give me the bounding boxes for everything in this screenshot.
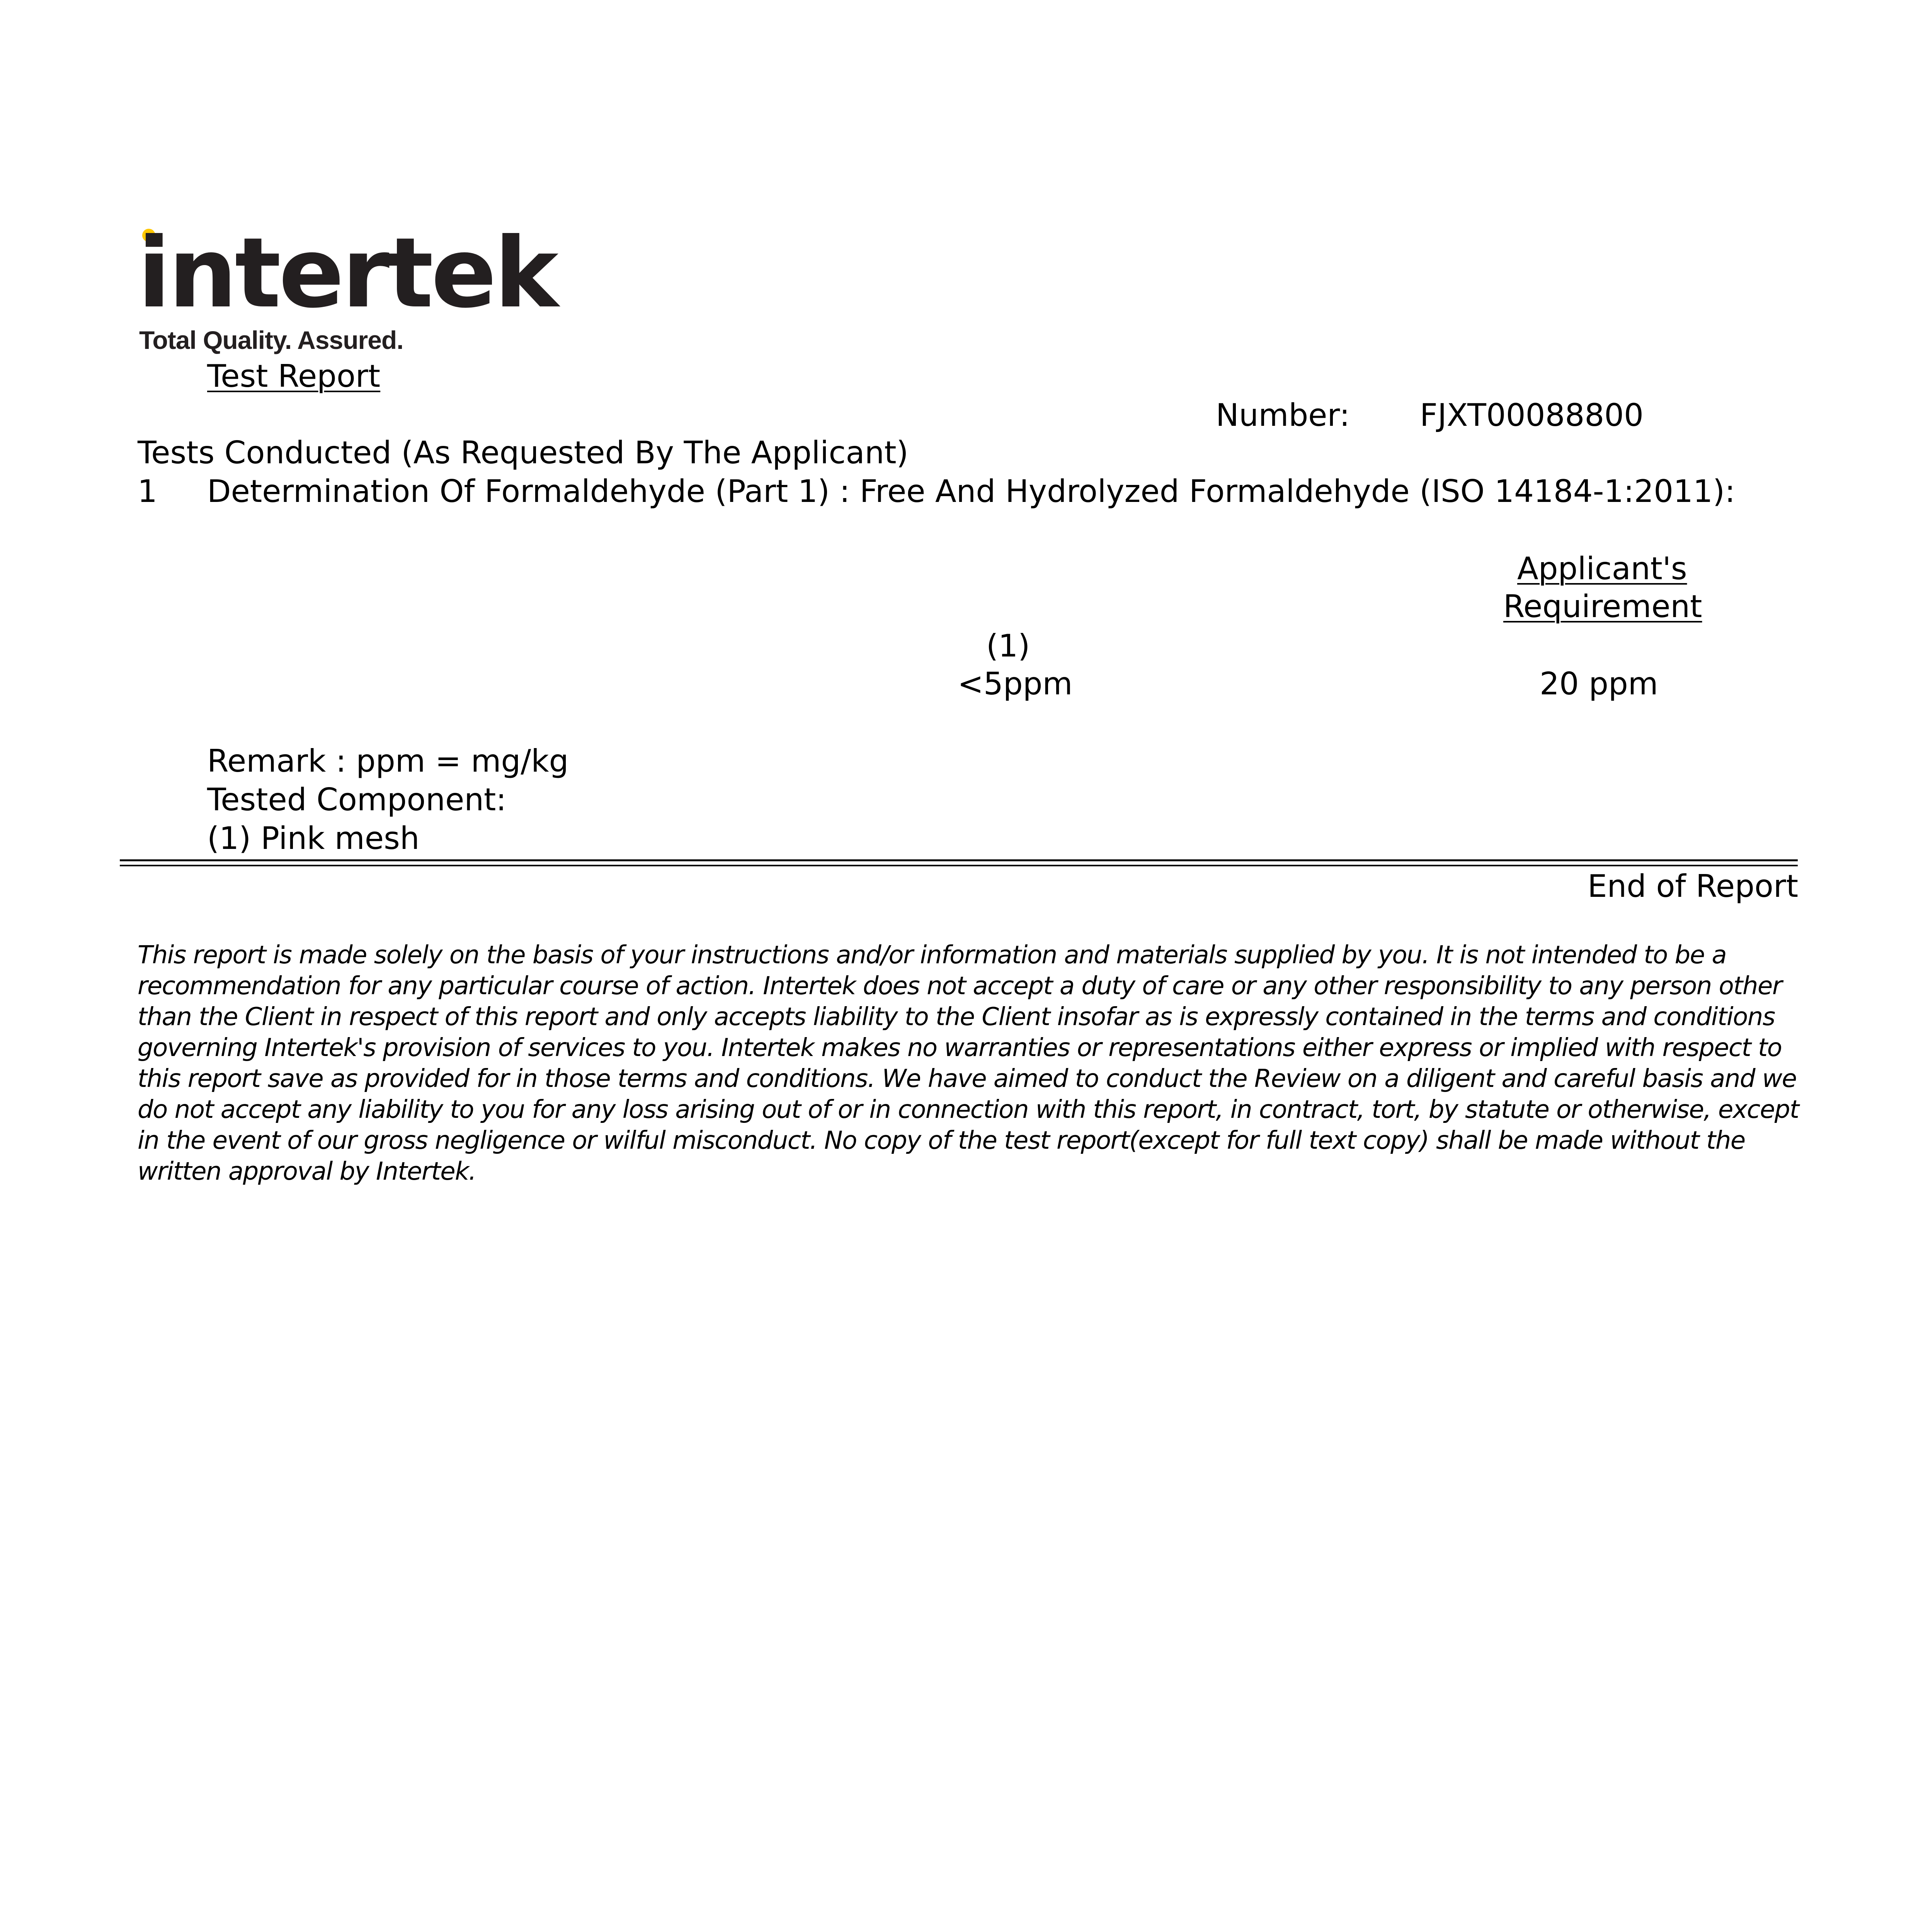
document-title: Test Report [207, 358, 381, 394]
intertek-logo: intertek [138, 217, 556, 329]
result-column-header: (1) [986, 628, 1030, 664]
logo-tagline: Total Quality. Assured. [139, 326, 403, 354]
report-number-label: Number: [1216, 397, 1350, 433]
requirement-header-line2: Requirement [1503, 588, 1702, 624]
test-item-title: Determination Of Formaldehyde (Part 1) : Free And Hydrolyzed Formaldehyde (ISO 14184-1:2011): [207, 473, 1736, 509]
test-item-number: 1 [138, 473, 157, 509]
disclaimer-text: This report is made solely on the basis of your instructions and/or information and materials supplied by you. It is not intended to be a recommendation for any particular course of action. Intertek does not accept a duty of care or any other responsibility to any person other than the Client in respect of this report and only accepts liability to the Client insofar as is expressly contained in the terms and conditions governing Intertek's provision of services to you. Intertek makes no warranties or representations either express or implied with respect to this report save as provided for in those terms and conditions. We have aimed to conduct the Review on a diligent and careful basis and we do not accept any liability to you for any loss arising out of or in connection with this report, in contract, tort, by statute or otherwise, except in the event of our gross negligence or wilful misconduct. No copy of the test report(except for full text copy) shall be made without the written approval by Intertek. [138, 941, 1799, 1186]
divider-top [120, 859, 1798, 861]
remark-text: Remark : ppm = mg/kg [207, 743, 569, 779]
result-value: <5ppm [958, 666, 1073, 702]
requirement-value: 20 ppm [1540, 666, 1658, 702]
tested-component-value: (1) Pink mesh [207, 820, 420, 856]
report-number-value: FJXT00088800 [1420, 397, 1644, 433]
requirement-header-line1: Applicant's [1517, 551, 1687, 587]
tests-section-title: Tests Conducted (As Requested By The Applicant) [138, 435, 909, 471]
tested-component-label: Tested Component: [207, 782, 507, 818]
divider-bottom [120, 865, 1798, 866]
end-of-report: End of Report [1588, 868, 1799, 904]
